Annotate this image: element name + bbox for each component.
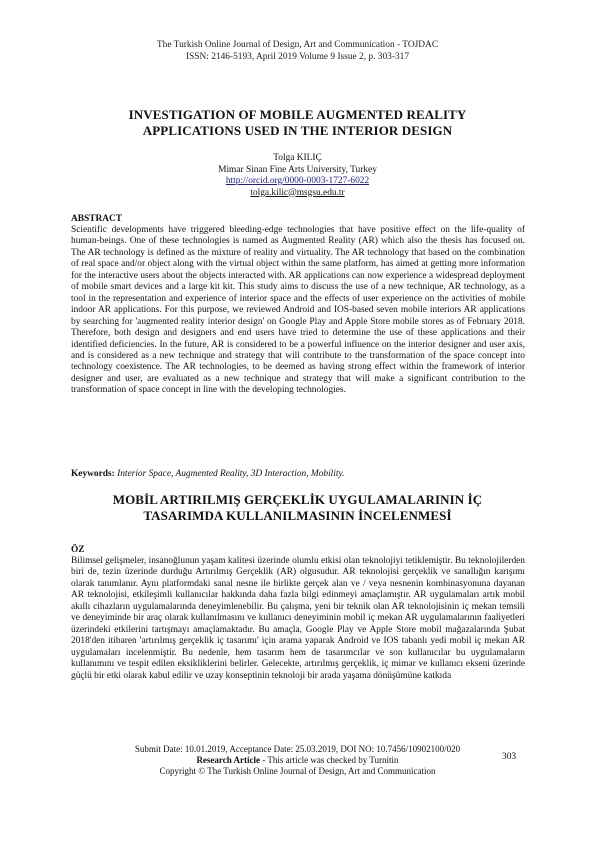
- journal-header: [0, 40, 595, 63]
- journal-issn-line: ISSN: 2146-5193, April 2019 Volume 9 Issue 2, p. 303-317: [185, 51, 410, 62]
- abstract-heading: ABSTRACT: [71, 214, 123, 224]
- author-email[interactable]: tolga.kilic@msgsu.edu.tr: [250, 187, 345, 198]
- author-affiliation: Mimar Sinan Fine Arts University, Turkey: [218, 164, 377, 175]
- english-title: [60, 107, 535, 139]
- orcid-link[interactable]: http://orcid.org/0000-0003-1727-6022: [225, 176, 370, 186]
- footer-copyright: Copyright © The Turkish Online Journal of Design, Art and Communication: [159, 766, 436, 777]
- footer-dates: Submit Date: 10.01.2019, Acceptance Date: 25.03.2019, DOI NO: 10.7456/10902100/020: [134, 744, 461, 754]
- english-title-line-2: APPLICATIONS USED IN THE INTERIOR DESIGN: [142, 123, 453, 138]
- oz-text: Bilimsel gelişmeler, insanoğlunun yaşam kalitesi üzerinde olumlu etkisi olan teknolojiyi tetiklemiştir. Bu teknolojilerden biri de, tezin üzerinde durduğu Artırılmış Gerçeklik (AR) olgusudur. AR teknolojisi gerçeklik ve sanallığın karışımı olarak tanımlanır. Aynı platformdaki sanal nesne ile birlikte gerçek alan ve / veya nesnenin kombinasyonuna dayanan AR teknolojisi, etkileşimli kullanıcılar hakkında daha fazla bilgi edinmeyi amaçlamıştır. AR uygulamaları artık mobil akıllı cihazların uygulamalarında deneyimlenebilir. Bu çalışma, yeni bir teknik olan AR teknolojisinin iç mekan temsili ve deneyiminde bir araç olarak kullanılmasını ve kullanıcı deneyiminin mobil iç mekan AR uygulamalarının faaliyetleri üzerindeki etkilerini tartışmayı amaçlamaktadır. Bu amaçla, Google Play ve Apple Store mobil mağazalarında Şubat 2018'den itibaren 'artırılmış gerçeklik iç tasarımı' için arama yaparak Android ve IOS tabanlı yedi mobil iç mekan AR uygulamaları incelenmiştir. Bu nedenle, hem tasarım hem de tasarımcılar ve son kullanıcılar bu uygulamaların kullanımını ve tespit edilen eksikliklerini belirler. Gelecekte, artırılmış gerçeklik, iç mimar ve kullanıcı ekseni üzerinde güçlü bir etki olarak kabul edilir ve uzay konseptinin teknoloji bir arada yaşama dönüşümüne katkıda: [71, 556, 525, 681]
- keywords-label: Keywords:: [71, 469, 115, 479]
- turkish-title-line-1: MOBİL ARTIRILMIŞ GERÇEKLİK UYGULAMALARININ İÇ: [112, 492, 483, 507]
- oz-heading: ÖZ: [71, 545, 85, 555]
- turkish-title: [60, 492, 535, 524]
- keywords-text: Interior Space, Augmented Reality, 3D Interaction, Mobility.: [117, 469, 345, 479]
- author-name: Tolga KILIÇ: [273, 153, 322, 163]
- page-number: 303: [502, 752, 517, 762]
- keywords-line: [71, 469, 525, 481]
- research-article-label: Research Article: [196, 755, 260, 766]
- english-title-line-1: INVESTIGATION OF MOBILE AUGMENTED REALITY: [128, 107, 467, 122]
- journal-title-line: The Turkish Online Journal of Design, Art and Communication - TOJDAC: [156, 40, 439, 50]
- turkish-title-line-2: TASARIMDA KULLANILMASININ İNCELENMESİ: [143, 508, 452, 523]
- abstract-text: Scientific developments have triggered bleeding-edge technologies that have positive effect on the life-quality of human-beings. One of these technologies is named as Augmented Reality (AR) which also the thesis has focused on. The AR technology is defined as the mixture of reality and virtuality. The AR technology that based on the combination of real space and/or object along with the virtual object within the same platform, has aimed at getting more information for the interactive users about the objects interacted with. AR applications can now experience a widespread deployment of mobile smart devices and a large kit kit. This study aims to discuss the use of a new technique, AR technology, as a tool in the representation and experience of interior space and the effects of user experience on the activities of mobile indoor AR applications. For this purpose, we reviewed Android and IOS-based seven mobile interiors AR applications by searching for 'augmented reality interior design' on Google Play and Apple Store mobile stores as of February 2018. Therefore, both design and designers and end users have tried to determine the use of these applications and their identified deficiencies. In the future, AR is considered to be a powerful influence on the interior designer and user axis, and is considered as a new technique and strategy that will contribute to the transformation of the space concept into technology coexistence. The AR technologies, to be deemed as having strong effect within the framework of interior designer and user, are evaluated as a new technique and strategy that will make a significant contribution to the transformation of space concept in line with the developing technologies.: [71, 225, 525, 396]
- turnitin-note: - This article was checked by Turnitin: [260, 755, 399, 766]
- author-block: [0, 153, 595, 199]
